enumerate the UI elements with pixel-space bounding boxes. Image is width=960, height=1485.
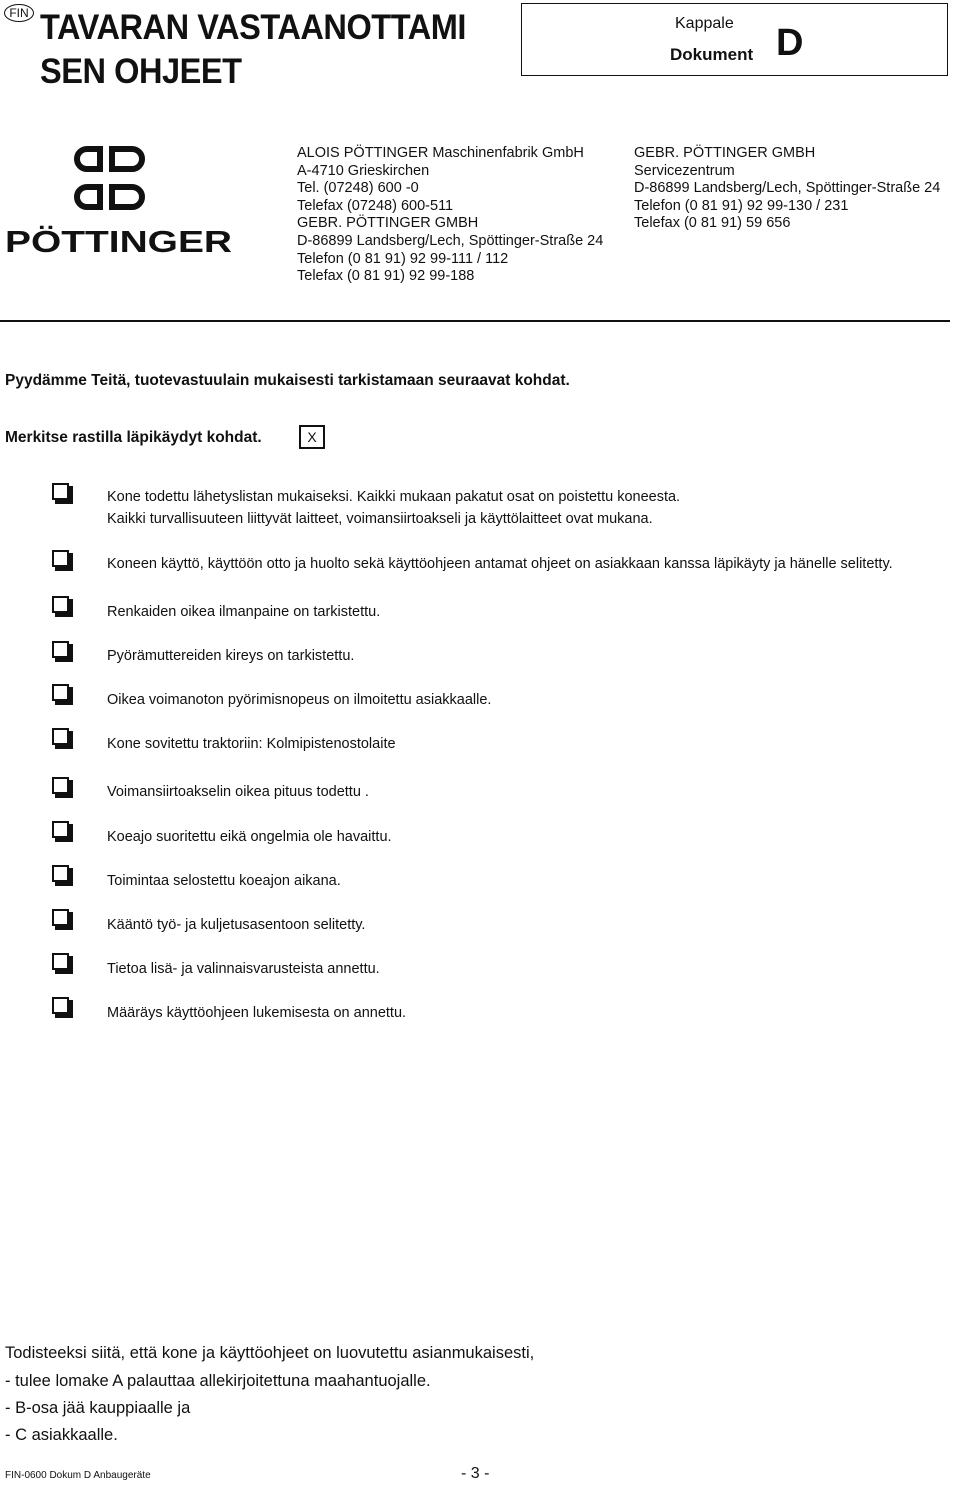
checklist-item: Toimintaa selostettu koeajon aikana. (107, 873, 341, 889)
checklist-item-line: Kone todettu lähetyslistan mukaiseksi. Kaikki mukaan pakatut osat on poistettu koneesta. (107, 489, 681, 505)
checkbox[interactable] (52, 641, 74, 663)
kappale-label: Kappale (675, 15, 734, 32)
address-line: A-4710 Grieskirchen (297, 162, 430, 179)
checkbox[interactable] (52, 909, 74, 931)
checklist-item: Määräys käyttöohjeen lukemisesta on annettu. (107, 1005, 407, 1021)
checklist-item: Koeajo suoritettu eikä ongelmia ole havaittu. (107, 829, 392, 845)
checkbox[interactable] (52, 728, 74, 750)
dokument-label: Dokument (670, 45, 754, 64)
address-line: Tel. (07248) 600 -0 (297, 180, 419, 197)
header-divider (0, 320, 950, 322)
checklist-item: Kääntö työ- ja kuljetusasentoon selitetty. (107, 917, 366, 933)
address-line: GEBR. PÖTTINGER GMBH (297, 215, 479, 232)
checkbox[interactable] (52, 550, 74, 572)
checklist-item: Kone sovitettu traktoriin: Kolmipistenostolaite (107, 736, 396, 752)
checkbox[interactable] (52, 684, 74, 706)
address-line: Telefax (0 81 91) 59 656 (634, 215, 791, 232)
address-line: Telefon (0 81 91) 92 99-111 / 112 (297, 250, 509, 267)
language-badge: FIN (4, 4, 34, 22)
certification-statement: Todisteeksi siitä, että kone ja käyttöohjeet on luovutettu asianmukaisesti, (5, 1344, 535, 1362)
checkbox[interactable] (52, 821, 74, 843)
checklist-item: Pyörämuttereiden kireys on tarkistettu. (107, 648, 355, 664)
address-line: Servicezentrum (634, 162, 735, 179)
checklist-item: Tietoa lisä- ja valinnaisvarusteista annettu. (107, 961, 380, 977)
page-number: - 3 - (461, 1465, 490, 1482)
checkbox[interactable] (52, 865, 74, 887)
address-line: Telefax (0 81 91) 92 99-188 (297, 268, 475, 285)
checkbox[interactable] (52, 777, 74, 799)
checkbox[interactable] (52, 953, 74, 975)
certification-line-a: - tulee lomake A palauttaa allekirjoitettuna maahantuojalle. (5, 1372, 431, 1390)
logo-wordmark: PÖTTINGER (5, 224, 232, 255)
checklist-item: Voimansiirtoakselin oikea pituus todettu . (107, 784, 369, 800)
checkbox[interactable] (52, 997, 74, 1019)
certification-line-b: - B-osa jää kauppiaalle ja (5, 1399, 191, 1417)
checkbox[interactable] (52, 483, 74, 505)
checklist-item-line: Kaikki turvallisuuteen liittyvät laitteet, voimansiirtoakseli ja käyttölaitteet ovat mukana. (107, 511, 653, 527)
mark-instruction: Merkitse rastilla läpikäydyt kohdat. (5, 429, 262, 446)
address-right (634, 145, 940, 233)
address-line: Telefon (0 81 91) 92 99-130 / 231 (634, 197, 849, 214)
document-title (40, 6, 466, 94)
checklist-item (107, 486, 680, 530)
title-line-2: SEN OHJEET (40, 52, 242, 91)
address-left (297, 145, 603, 286)
document-code: FIN-0600 Dokum D Anbaugeräte (5, 1470, 151, 1481)
address-line: Telefax (07248) 600-511 (297, 197, 454, 214)
checklist-item: Koneen käyttö, käyttöön otto ja huolto sekä käyttöohjeen antamat ohjeet on asiakkaan kanssa läpikäyty ja hänelle selitetty. (107, 556, 893, 572)
title-line-1: TAVARAN VASTAANOTTAMI (40, 8, 466, 47)
checkbox[interactable] (52, 596, 74, 618)
address-line: ALOIS PÖTTINGER Maschinenfabrik GmbH (297, 145, 584, 161)
address-line: D-86899 Landsberg/Lech, Spöttinger-Straße 24 (634, 180, 941, 197)
intro-text: Pyydämme Teitä, tuotevastuulain mukaisesti tarkistamaan seuraavat kohdat. (5, 372, 570, 389)
address-line: GEBR. PÖTTINGER GMBH (634, 145, 816, 161)
mark-example-box: X (299, 425, 325, 449)
address-line: D-86899 Landsberg/Lech, Spöttinger-Straße 24 (297, 232, 604, 249)
checklist-item: Renkaiden oikea ilmanpaine on tarkistettu. (107, 604, 381, 620)
document-letter: D (776, 22, 804, 64)
document-type-box (521, 3, 948, 76)
certification-line-c: - C asiakkaalle. (5, 1426, 118, 1444)
checklist-item: Oikea voimanoton pyörimisnopeus on ilmoitettu asiakkaalle. (107, 692, 492, 708)
pottinger-logo (5, 145, 233, 255)
